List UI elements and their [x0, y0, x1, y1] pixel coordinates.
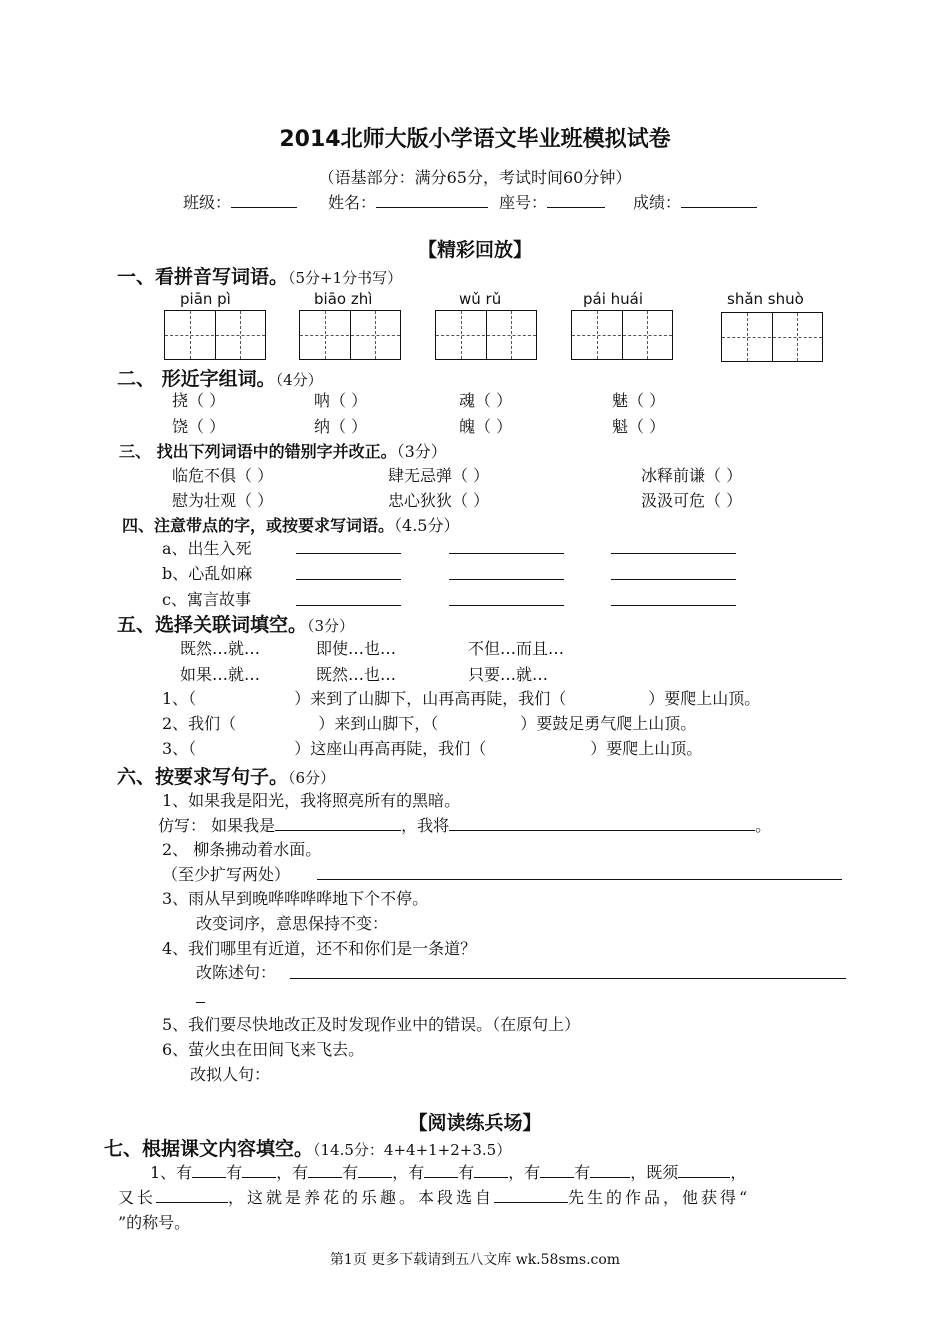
connective-option: 不但…而且… [468, 639, 565, 658]
q2-item: 挠（ ） [172, 391, 226, 410]
answer-line[interactable] [296, 605, 401, 606]
writing-grid-5[interactable] [721, 312, 823, 362]
connective-option: 如果…就… [180, 665, 261, 684]
connective-option: 既然…也… [316, 665, 397, 684]
q7-line-2: 又长 ，这就是养花的乐趣。本段选自 先生的作品，他获得“ [118, 1188, 751, 1207]
q7-line-1: 1、有 有 ，有 有 ，有 有 ，有 有 ，既须 ， [150, 1163, 747, 1182]
q2-item: 饶（ ） [172, 417, 226, 436]
answer-line[interactable] [611, 553, 736, 554]
q3-item: 肆无忌弹（ ） [388, 466, 490, 485]
question-4-title: 四、注意带点的字，或按要求写词语。（4.5分） [122, 516, 460, 535]
answer-line[interactable] [449, 605, 564, 606]
q6-imitate: 仿写： 如果我是 ，我将 。 [158, 816, 772, 835]
answer-line[interactable] [449, 579, 564, 580]
q6-sentence-3: 3、雨从早到晚哗哗哗哗地下个不停。 [162, 889, 429, 908]
answer-line[interactable] [449, 553, 564, 554]
q5-sentence-2: 2、我们（ ）来到山脚下，（ ）要鼓足勇气爬上山顶。 [162, 714, 697, 733]
question-7-title: 七、根据课文内容填空。（14.5分：4+4+1+2+3.5） [104, 1138, 512, 1160]
q6-sentence-5: 5、我们要尽快地改正及时发现作业中的错误。（在原句上） [162, 1015, 581, 1034]
q6-sentence-6: 6、萤火虫在田间飞来飞去。 [162, 1040, 365, 1059]
answer-line[interactable] [196, 1002, 205, 1003]
q2-item: 纳（ ） [314, 417, 368, 436]
q3-item: 慰为壮观（ ） [172, 491, 274, 510]
q3-item: 临危不俱（ ） [172, 466, 274, 485]
q6-instruction-3: 改变词序，意思保持不变： [196, 914, 389, 933]
q2-item: 魂（ ） [459, 391, 513, 410]
answer-line[interactable] [296, 553, 401, 554]
page-title: 2014北师大版小学语文毕业班模拟试卷 [279, 127, 671, 152]
info-name: 姓名： [328, 190, 488, 213]
q2-item: 魅（ ） [612, 391, 666, 410]
answer-line[interactable] [611, 605, 736, 606]
info-score: 成绩： [633, 190, 757, 213]
q2-item: 魄（ ） [459, 417, 513, 436]
q6-sentence-2: 2、 柳条拂动着水面。 [162, 840, 322, 859]
q4-item-c: c、寓言故事 [162, 590, 251, 609]
info-class: 班级： [183, 190, 297, 213]
answer-line[interactable] [611, 579, 736, 580]
q6-instruction-4: 改陈述句： [196, 963, 277, 982]
connective-option: 只要…就… [468, 665, 549, 684]
q6-instruction-6: 改拟人句： [190, 1065, 271, 1084]
connective-option: 既然…就… [180, 639, 261, 658]
q3-item: 冰释前谦（ ） [641, 466, 743, 485]
q7-line-3: ”的称号。 [118, 1213, 191, 1232]
pinyin-3: wǔ rǔ [459, 290, 502, 308]
writing-grid-1[interactable] [164, 310, 266, 360]
q5-sentence-1: 1、（ ）来到了山脚下，山再高再陡，我们（ ）要爬上山顶。 [162, 689, 761, 708]
connective-option: 即使…也… [316, 639, 397, 658]
pinyin-2: biāo zhì [314, 290, 373, 308]
q3-item: 忠心狄狄（ ） [388, 491, 490, 510]
writing-grid-2[interactable] [299, 310, 401, 360]
page-footer: 第1页 更多下载请到五八文库 wk.58sms.com [329, 1252, 621, 1268]
answer-line[interactable] [317, 879, 842, 880]
q6-sentence-1: 1、如果我是阳光，我将照亮所有的黑暗。 [162, 791, 461, 810]
pinyin-4: pái huái [583, 290, 644, 308]
exam-subtitle: （语基部分：满分65分，考试时间60分钟） [318, 168, 632, 187]
question-2-title: 二、 形近字组词。（4分） [117, 368, 323, 390]
q2-item: 魁（ ） [612, 417, 666, 436]
pinyin-5: shǎn shuò [727, 290, 804, 308]
q4-item-a: a、出生入死 [162, 539, 252, 558]
q5-sentence-3: 3、（ ）这座山再高再陡，我们（ ）要爬上山顶。 [162, 739, 703, 758]
writing-grid-3[interactable] [435, 310, 537, 360]
info-seat: 座号： [499, 190, 605, 213]
answer-line[interactable] [290, 978, 846, 979]
question-6-title: 六、按要求写句子。（6分） [117, 766, 336, 788]
q3-item: 汲汲可危（ ） [641, 491, 743, 510]
q6-sentence-4: 4、我们哪里有近道，还不和你们是一条道？ [162, 939, 477, 958]
q2-item: 呐（ ） [314, 391, 368, 410]
answer-line[interactable] [296, 579, 401, 580]
question-1-title: 一、看拼音写词语。（5分+1分书写） [117, 266, 403, 288]
question-5-title: 五、选择关联词填空。（3分） [117, 614, 355, 636]
section-heading-review: 【精彩回放】 [417, 239, 532, 261]
section-heading-reading: 【阅读练兵场】 [408, 1112, 542, 1134]
q6-expand-label: （至少扩写两处） [162, 865, 291, 884]
q4-item-b: b、心乱如麻 [162, 564, 253, 583]
pinyin-1: piān pì [180, 290, 231, 308]
writing-grid-4[interactable] [571, 310, 673, 360]
question-3-title: 三、 找出下列词语中的错别字并改正。（3分） [119, 442, 447, 461]
